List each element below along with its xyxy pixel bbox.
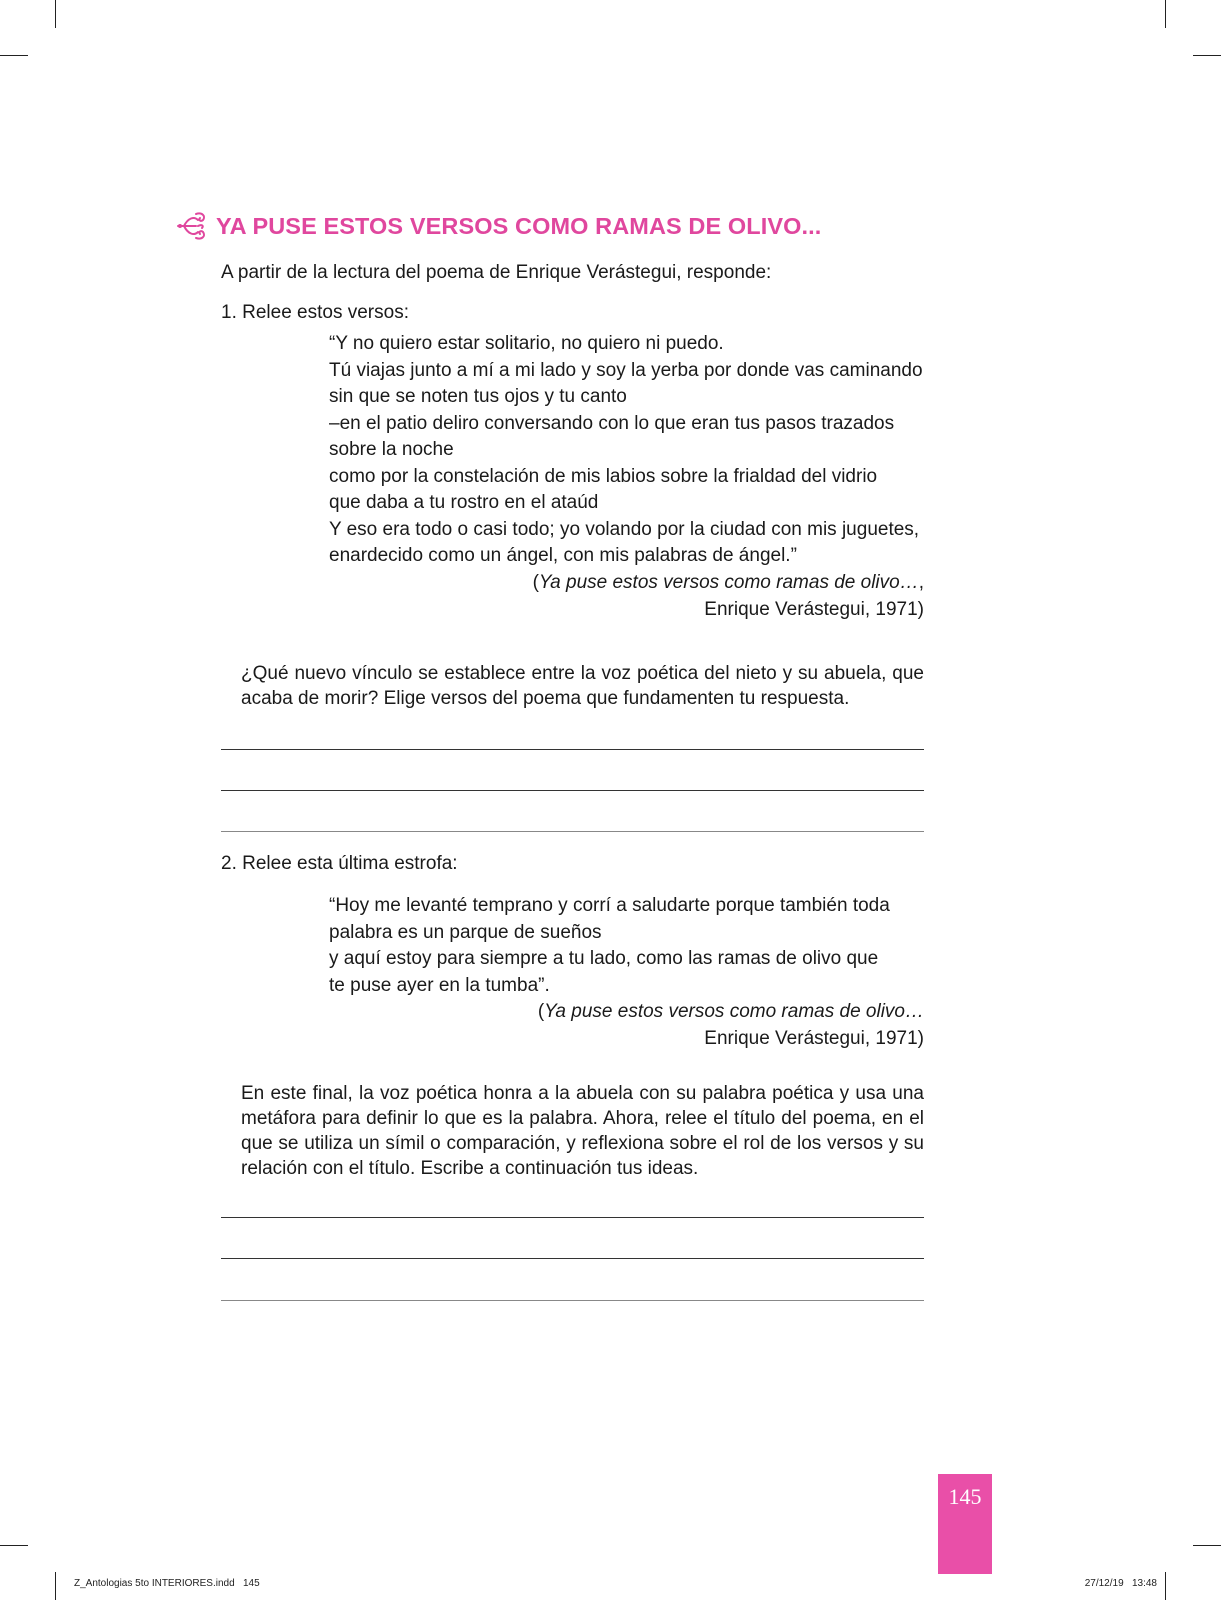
q2-citation [538,999,924,1052]
q2-heading: 2. Relee esta última estrofa: [221,853,458,874]
verse-line: enardecido como un ángel, con mis palabras de ángel.” [329,545,797,566]
citation-title: Ya puse estos versos como ramas de olivo… [544,1001,924,1022]
verse-line: y aquí estoy para siempre a tu lado, como las ramas de olivo que [329,948,879,969]
citation-title-line: (Ya puse estos versos como ramas de olivo…, [532,572,924,593]
answer-line[interactable] [221,831,924,832]
crop-mark [55,1572,56,1600]
verse-line: sobre la noche [329,439,454,460]
q1-question: ¿Qué nuevo vínculo se establece entre la voz poética del nieto y su abuela, que acaba de morir? Elige versos del poema que fundamenten tu respuesta. [241,663,924,709]
page-title: YA PUSE ESTOS VERSOS COMO RAMAS DE OLIVO... [216,212,822,239]
crop-mark [0,55,28,56]
intro-text: A partir de la lectura del poema de Enrique Verástegui, responde: [221,262,772,283]
footer-file-info: Z_Antologias 5to INTERIORES.indd 145 [74,1578,260,1589]
citation-author: Enrique Verástegui, 1971) [704,598,924,620]
verse-line: que daba a tu rostro en el ataúd [329,492,599,513]
verse-line: Y eso era todo o casi todo; yo volando por la ciudad con mis juguetes, [329,518,920,540]
verse-line: Tú viajas junto a mí a mi lado y soy la yerba por donde vas caminando [329,359,923,381]
verse-line: sin que se noten tus ojos y tu canto [329,386,627,407]
verse-line: –en el patio deliro conversando con lo que eran tus pasos trazados [329,412,895,434]
verse-line: “Hoy me levanté temprano y corrí a saludarte porque también toda [329,895,890,916]
citation-title-line: (Ya puse estos versos como ramas de olivo… [537,1001,924,1022]
verse-line: como por la constelación de mis labios sobre la frialdad del vidrio [329,465,878,487]
crop-mark [55,0,56,28]
citation-author: Enrique Verástegui, 1971) [704,1027,924,1049]
q1-verse-block [329,331,923,570]
answer-line[interactable] [221,1258,924,1259]
section-heading [176,208,821,244]
q2-question: En este final, la voz poética honra a la abuela con su palabra poética y usa una metáfora para definir lo que es la palabra. Ahora, relee el título del poema, en el que se utiliza un símil o comparación, y reflexiona sobre el rol de los versos y su relación con el título. Escribe a continuación tus ideas. [241,1083,924,1179]
crop-mark [1165,1572,1166,1600]
crop-mark [1165,0,1166,28]
crop-mark [0,1545,28,1546]
crop-mark [1193,1545,1221,1546]
citation-title: Ya puse estos versos como ramas de olivo… [538,572,919,593]
q1-citation [533,570,924,623]
q2-verse-block [329,893,890,999]
verse-line: te puse ayer en la tumba”. [329,974,550,996]
answer-line[interactable] [221,1300,924,1301]
crop-mark [1193,55,1221,56]
page-number-tab [938,1474,992,1574]
answer-line[interactable] [221,1217,924,1218]
flourish-icon [176,208,210,244]
answer-line[interactable] [221,749,924,750]
verse-line: “Y no quiero estar solitario, no quiero ni puedo. [329,333,724,354]
answer-line[interactable] [221,790,924,791]
footer-timestamp: 27/12/19 13:48 [1084,1578,1157,1589]
verse-line: palabra es un parque de sueños [329,921,602,943]
q1-heading: 1. Relee estos versos: [221,302,409,323]
page-number: 145 [948,1484,982,1509]
